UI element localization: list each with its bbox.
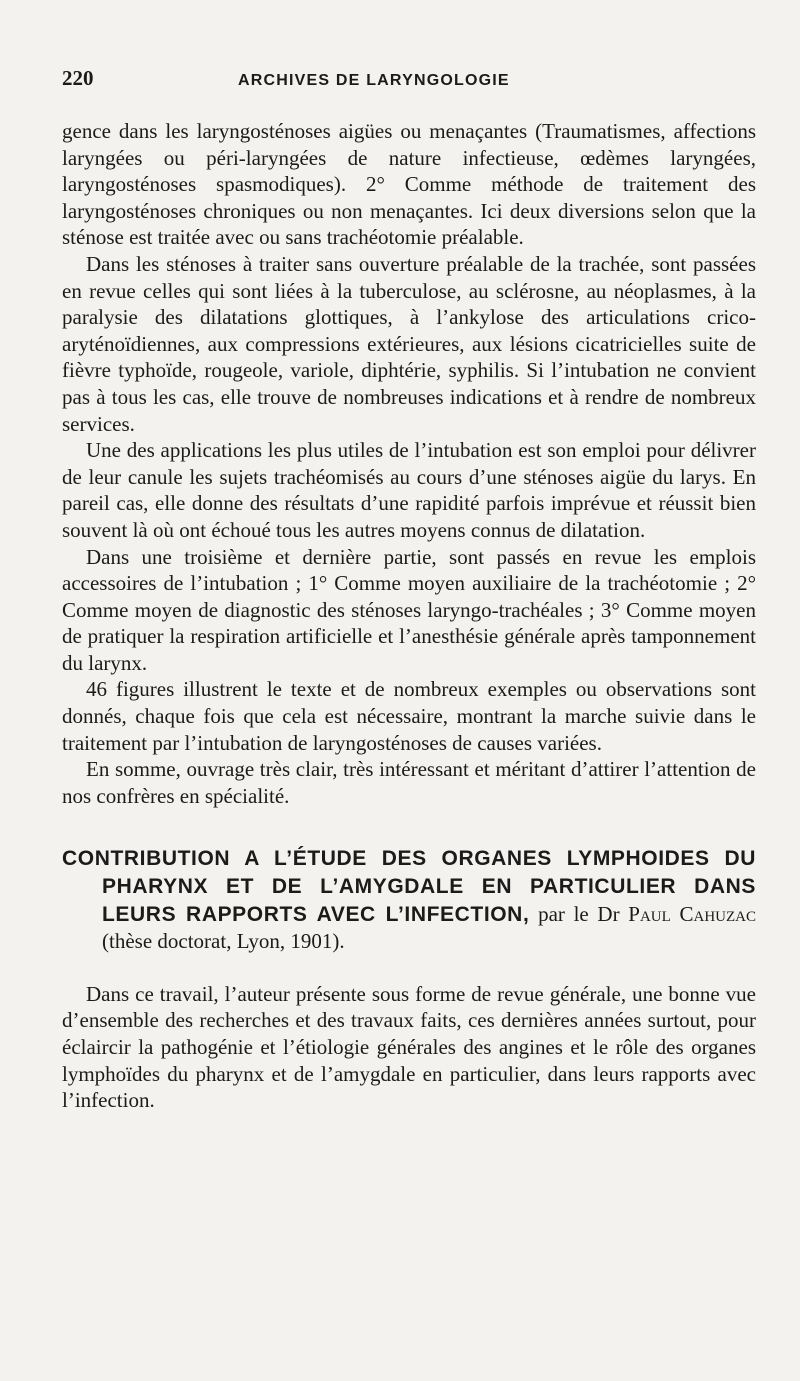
paragraph-stenoses: Dans les sténoses à traiter sans ouverture préalable de la trachée, sont passées en revue celles qui sont liées à la tuberculose, au sclérosne, au néoplasmes, à la paralysie des dilatations glottiques, à l’ankylose des articulations crico-aryténoïdiennes, aux compressions extérieures, aux lésions cicatricielles suite de fièvre typhoïde, rougeole, variole, diphtérie, syphilis. Si l’intubation ne convient pas à tous les cas, elle trouve de nombreuses indications et à rendre de nombreux services. [62, 251, 756, 436]
paragraph-continued: gence dans les laryngosténoses aigües ou menaçantes (Traumatismes, affections laryngées ou péri-laryngées de nature infectieuse, œdèmes laryngées, laryngosténoses spasmodiques). 2° Comme méthode de traitement des laryngosténoses chroniques ou non menaçantes. Ici deux diversions selon que la sténose est traitée avec ou sans trachéotomie préalable. [62, 119, 756, 250]
paragraph-applications: Une des applications les plus utiles de l’intubation est son emploi pour délivrer de leur canule les sujets trachéomisés au cours d’une sténoses aigüe du larys. En pareil cas, elle donne des résultats d’une rapidité parfois imprévue et réussit bien souvent là où ont échoué tous les autres moyens connus de dilatation. [62, 438, 756, 542]
page-number: 220 [62, 66, 94, 90]
section-by: par le Dr [529, 901, 629, 926]
paragraph-third-part: Dans une troisième et dernière partie, sont passés en revue les emplois accessoires de l’intubation ; 1° Comme moyen auxiliaire de la trachéotomie ; 2° Comme moyen de diagnostic des sténoses laryngo-trachéales ; 3° Comme moyen de pratiquer la respiration artificielle et l’anesthésie générale après tamponnement du larynx. [62, 544, 756, 675]
section-author: Paul Cahuzac [628, 901, 756, 926]
paragraph-conclusion: En somme, ouvrage très clair, très intéressant et méritant d’attirer l’attention de nos confrères en spécialité. [62, 757, 756, 808]
section-heading [62, 845, 756, 954]
section-title: CONTRIBUTION A L’ÉTUDE DES ORGANES LYMPHOIDES DU PHARYNX ET DE L’AMYGDALE EN PARTICULIER DANS LEURS RAPPORTS AVEC L’INFECTION, [62, 847, 756, 926]
running-head [62, 66, 756, 106]
section-citation: (thèse doctorat, Lyon, 1901). [102, 929, 345, 954]
journal-title: ARCHIVES DE LARYNGOLOGIE [238, 72, 510, 89]
paragraph-figures: 46 figures illustrent le texte et de nombreux exemples ou observations sont donnés, chaque fois que cela est nécessaire, montrant la marche suivie dans le traitement par l’intubation de laryngosténoses de causes variées. [62, 677, 756, 755]
section-abstract: Dans ce travail, l’auteur présente sous forme de revue générale, une bonne vue d’ensemble des recherches et des travaux faits, ces dernières années surtout, pour éclaircir la pathogénie et l’étiologie générales des angines et le rôle des organes lymphoïdes du pharynx et de l’amygdale en particulier, dans leurs rapports avec l’infection. [62, 981, 756, 1113]
review-body [62, 118, 756, 809]
